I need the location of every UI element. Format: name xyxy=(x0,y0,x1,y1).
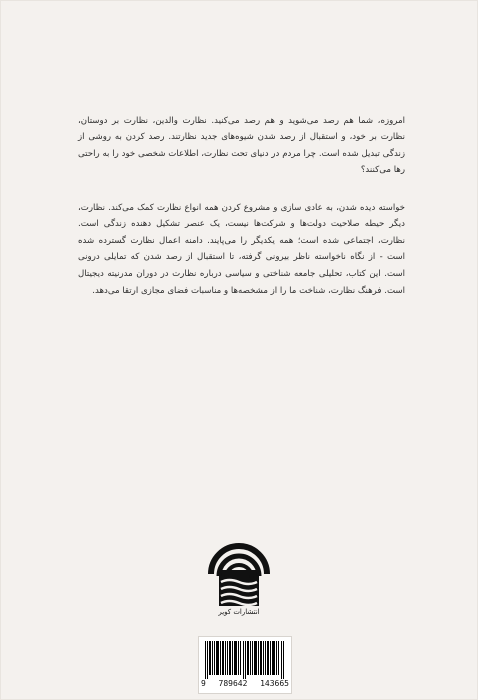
publisher-logo-icon xyxy=(207,540,271,612)
isbn-barcode xyxy=(198,636,292,694)
blurb-paragraph-1: امروزه، شما هم رصد می‌شوید و هم رصد می‌کنید. نظارت والدین، نظارت بر دوستان، نظارت بر خود، و استقبال از رصد شدن شیوه‌های جدید نظارتند. رصد کردن به روشی از زندگی تبدیل شده است. چرا مردم در دنیای تحت نظارت، اطلاعات شخصی خود را به راحتی رها می‌کنند؟ xyxy=(78,115,405,176)
barcode-bars xyxy=(205,641,285,679)
isbn-digit-left-group: 789642 xyxy=(218,679,248,688)
blurb-paragraph-2: خواسته دیده شدن، به عادی سازی و مشروع کردن همه انواع نظارت کمک می‌کند. نظارت، دیگر حیطه صلاحیت دولت‌ها و شرکت‌ها نیست، یک عنصر تشکیل دهنده زندگی است. نظارت، اجتماعی شده است؛ همه یکدیگر را می‌پایند. دامنه اعمال نظارت گسترده شده است - از نگاه ناخواسته ناظر بیرونی گرفته، تا استقبال از رصد شدن که تمایلی درونی است. این کتاب، تحلیلی جامعه شناختی و سیاسی درباره نظارت در دوران مدرنیته دیجیتال است. فرهنگ نظارت، شناخت ما را از مشخصه‌ها و مناسبات فضای مجازی ارتقا می‌دهد. xyxy=(78,202,405,296)
isbn-digits xyxy=(201,679,289,688)
publisher-name: انتشارات کویر xyxy=(218,608,260,616)
isbn-digit-right-group: 143665 xyxy=(260,679,289,688)
isbn-digit-prefix: 9 xyxy=(201,679,206,688)
